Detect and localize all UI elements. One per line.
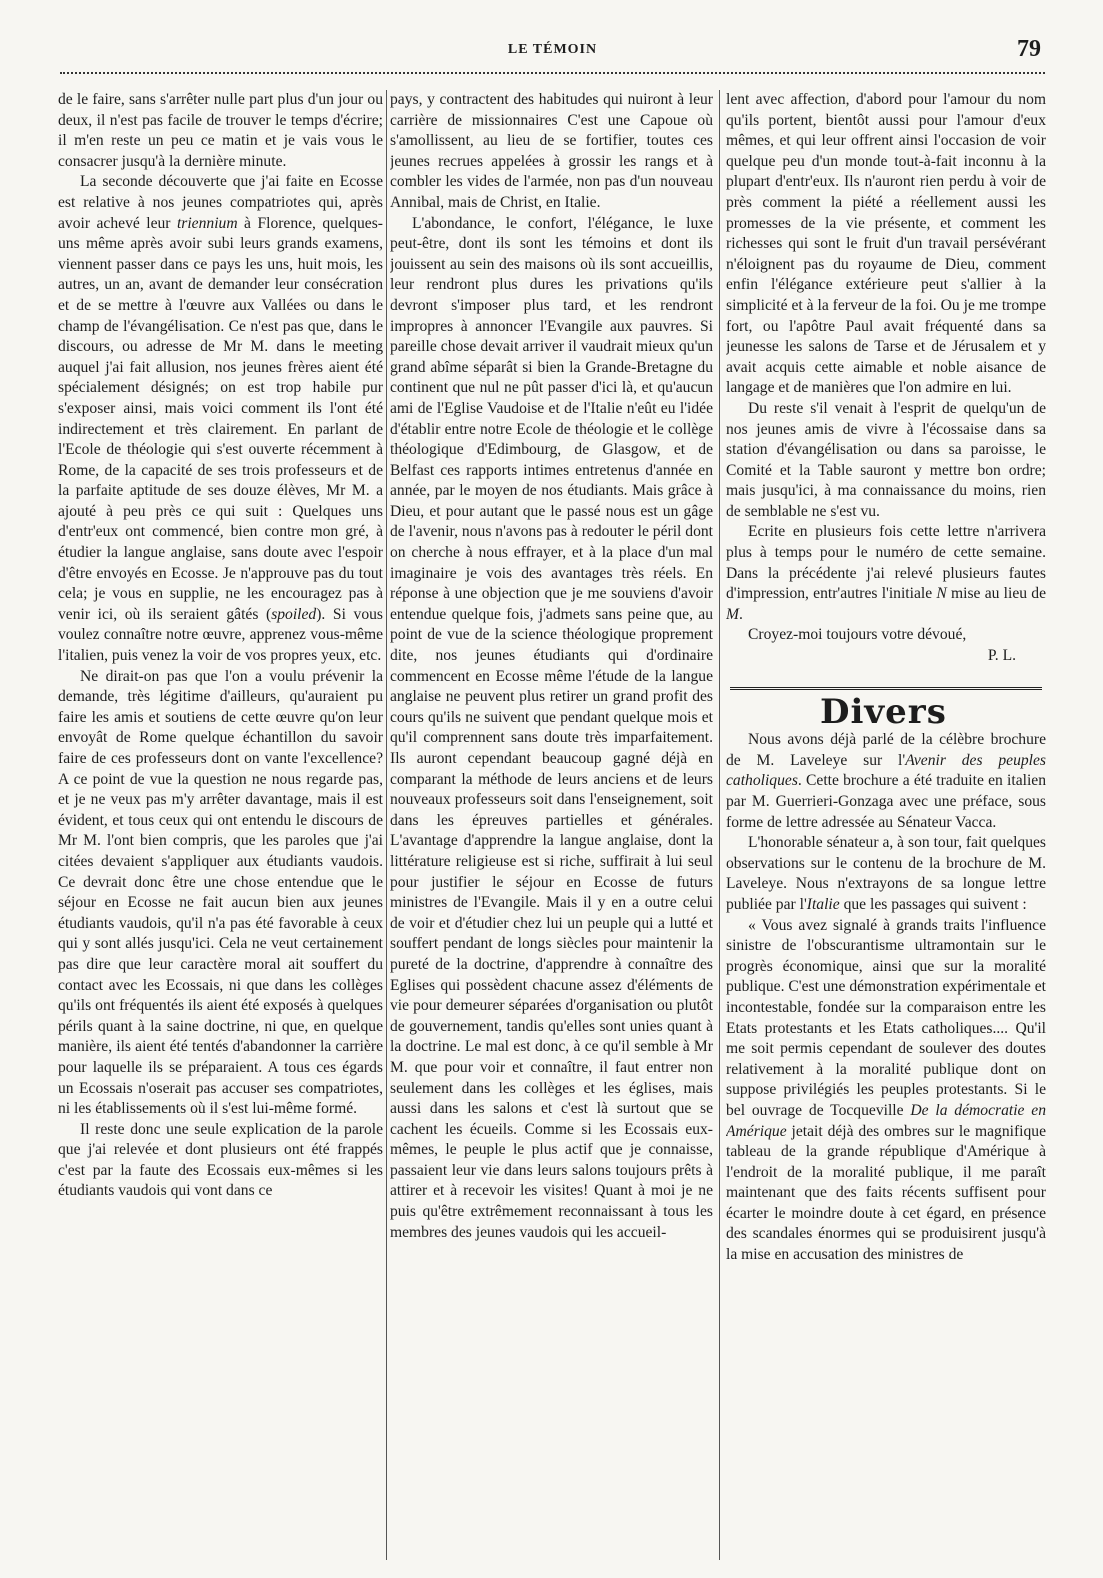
text-run: mise au lieu de: [946, 585, 1046, 603]
page-header: [60, 36, 1045, 66]
paragraph: pays, y contractent des habitudes qui nuiront à leur carrière de missionnaires C'est une Capoue où s'amollissent, au lieu de se fortifier, toutes ces jeunes recrues appelées à grossir les rangs et à combler les vides de l'armée, non pas d'un nouveau Annibal, mais de Christ, en Italie.: [390, 91, 713, 211]
paragraph: Il reste donc une seule explication de la parole que j'ai relevée et dont plusieurs ont été frappés c'est par la faute des Ecossais eux-mêmes si les étudiants vaudois qui vont dans ce: [58, 1120, 383, 1200]
text-run: que les passages qui suivent :: [839, 895, 1027, 913]
section-title: Divers: [820, 691, 947, 732]
paragraph: L'abondance, le confort, l'élégance, le luxe peut-être, dont ils sont les témoins et dont ils jouissent au sein des maisons où ils sont accueillis, leur rendront plus dures les privations qu'ils devront s'imposer plus tard, et les rendront impropres à annoncer l'Evangile aux pauvres. Si pareille chose devait arriver il vaudrait mieux qu'un grand abîme séparât si bien la Grande-Bretagne du continent que nul ne pût passer d'ici là, et qu'aucun ami de l'Eglise Vaudoise et de l'Italie n'eût eu l'idée d'établir entre notre Ecole de théologie et le collège théologique d'Edimbourg, de Glasgow, et de Belfast ces rapports intimes entretenus d'année en année, par le moyen de nos étudiants. Mais grâce à Dieu, et pour autant que le passé nous est un gâge de l'avenir, nous n'avons pas à redouter le péril dont on cherche à nous effrayer, et à la place d'un mal imaginaire je vois des avantages très réels. En réponse à une objection que je me souviens d'avoir entendue quelque fois, j'admets sans peine que, au point de vue de la science théologique proprement dite, nos jeunes étudiants qui d'ordinaire commencent en Ecosse même l'étude de la langue anglaise ne peuvent plus retirer un grand profit des cours qu'ils ne suivent que pendant quelque mois et qu'il comprennent sans doute très imparfaitement. Ils auront cependant beaucoup gagné déjà en comparant la méthode de leurs anciens et de leurs nouveaux professeurs soit dans l'enseignement, soit dans les épreuves partielles et générales. L'avantage d'apprendre la langue anglaise, dont la littérature religieuse est si riche, suffirait à lui seul pour justifier le séjour en Ecosse de futurs ministres de l'Evangile. Mais il y en a outre celui de voir et d'étudier chez lui un peuple qui a lutté et souffert pendant de longs siècles pour maintenir la pureté de la doctrine, d'apprendre à connaître des Eglises qui possèdent chacune assez d'éléments de vie pour demeurer séparées d'organisation ou plutôt de gouvernement, tandis qu'elles sont unies quant à la doctrine. Le mal est donc, à ce qu'il semble à Mr M. que pour voir et connaître, il faut entrer non seulement dans les collèges et les églises, mais aussi dans les salons et c'est là surtout que se cachent les écueils. Comme si les Ecossais eux-mêmes, le peuple le plus actif que je connaisse, passaient leur vie dans leurs salons toujours prêts à attirer et à recevoir les visites! Quant à moi je ne puis qu'être extrêmement reconnaissant à tous les membres des jeunes vaudois qui les accueil-: [390, 214, 713, 1241]
italic-text: N: [936, 585, 947, 603]
signature: P. L.: [987, 647, 1016, 665]
column-divider: [719, 90, 720, 1560]
text-run: « Vous avez signalé à grands traits l'influence sinistre de l'obscurantisme ultramontain sur le progrès économique, ainsi que sur la moralité publique. C'est une démonstration expérimentale et incontestable, fondée sur la comparaison entre les Etats protestants et les Etats catholiques.... Qu'il me soit permis cependant de soulever des doutes relativement à la moralité publique dont on suppose privilégiés les peuples protestants. Si le bel ouvrage de Tocqueville: [726, 916, 1046, 1119]
section-divider: [730, 687, 1042, 690]
paragraph: Ne dirait-on pas que l'on a voulu prévenir la demande, très légitime d'ailleurs, qu'auraient pu faire les amis et soutiens de cette œuvre qu'on leur envoyât de Rome quelque échantillon du savoir faire de ces professeurs dont on vante l'excellence? A ce point de vue la question ne nous regarde pas, et je ne veux pas m'y arrêter davantage, mais il est évident, et tous ceux qui ont entendu le discours de Mr M. l'ont bien compris, que les paroles que j'ai citées devaient s'appliquer aux étudiants vaudois. Ce devrait donc être une chose entendue que le séjour en Ecosse ne fait aucun bien aux jeunes étudiants vaudois, qu'il n'a pas été favorable à ceux qui y sont allés jusqu'ici. Cela ne veut certainement pas dire que leur caractère moral ait souffert du contact avec les Ecossais, ni que dans les collèges qu'ils ont fréquentés ils aient été exposés à quelques périls quant à la saine doctrine, ni que, en quelque manière, ils aient été tentés d'abandonner la carrière pour laquelle ils se préparaient. A tous ces égards un Ecossais n'oserait pas accuser ses compatriotes, ni les établissements où il s'est lui-même formé.: [58, 667, 383, 1118]
paragraph: lent avec affection, d'abord pour l'amour du nom qu'ils portent, bientôt aussi pour l'amour d'eux mêmes, et qui leur offrent ainsi l'occasion de voir quelque peu d'un monde tout-à-fait inconnu à la plupart d'entr'eux. Ils n'auront rien perdu à voir de près comment la piété a réellement aussi les promesses de la vie présente, et comment les richesses qui sont le fruit d'un travail persévérant n'éloignent pas du royaume de Dieu, comment enfin l'élégance extérieure peut s'allier à la simplicité et à la ferveur de la foi. Ou je me trompe fort, ou l'apôtre Paul avait fréquenté dans sa jeunesse les salons de Tarse et de Jérusalem et y avait acquis cette aimable et noble aisance de langage et de manières que l'on admire en lui.: [726, 91, 1046, 397]
paragraph: [726, 916, 1046, 1266]
column-1: [58, 90, 383, 1560]
italic-text: Italie: [806, 895, 840, 913]
italic-text: Avenir des peuples catholiques: [726, 751, 1046, 790]
column-3: [726, 90, 1046, 1560]
italic-text: triennium: [176, 214, 238, 232]
text-run: L'honorable sénateur a, à son tour, fait quelques observations sur le contenu de la brochure de M. Laveleye. Nous n'extrayons de sa longue lettre publiée par l': [726, 834, 1046, 913]
text-run: Nous avons déjà parlé de la célèbre brochure de M. Laveleye sur l': [726, 731, 1046, 769]
paragraph: de le faire, sans s'arrêter nulle part plus d'un jour ou deux, il n'est pas facile de trouver le temps d'écrire; il m'en reste un peu ce matin et je vais vous le consacrer jusqu'à la dernière minute.: [58, 91, 383, 170]
text-run: La seconde découverte que j'ai faite en Ecosse est relative à nos jeunes compatriotes qui, après avoir achevé leur: [58, 173, 383, 232]
paragraph: [726, 730, 1046, 833]
paragraph: [58, 172, 383, 666]
italic-text: spoiled: [271, 605, 317, 623]
paragraph: Du reste s'il venait à l'esprit de quelqu'un de nos jeunes amis de vivre à l'écossaise dans sa station d'évangélisation ou dans sa paroisse, le Comité et la Table sauront y mettre bon ordre; mais jusqu'ici, à ma connaissance du moins, rien de semblable ne s'est vu.: [726, 399, 1046, 520]
column-2: [390, 90, 713, 1560]
text-run: Ecrite en plusieurs fois cette lettre n'arrivera plus à temps pour le numéro de cette semaine. Dans la précédente j'ai relevé plusieurs fautes d'impression, entr'autres l'initiale: [726, 523, 1046, 603]
closing-line: Croyez-moi toujours votre dévoué,: [748, 626, 967, 644]
page-number: 79: [1017, 36, 1041, 62]
text-run: jetait déjà des ombres sur le magnifique tableau de la grande république d'Amérique à l'endroit de la moralité publique, il me paraît maintenant que des faits récents suffisent pour écarter le moindre doute à cet égard, en présence des scandales énormes qui se produisirent jusqu'à la mise en accusation des ministres de: [726, 1122, 1046, 1264]
italic-text: De la démocratie en Amérique: [726, 1101, 1046, 1140]
text-run: .: [739, 605, 743, 623]
text-run: . Cette brochure a été traduite en italien par M. Guerrieri-Gonzaga avec une préface, sous forme de lettre adressée au Sénateur Vacca.: [726, 772, 1046, 831]
text-run: ). Si vous voulez connaître notre œuvre, apprenez vous-même l'italien, puis venez la voir de vos propres yeux, etc.: [58, 605, 383, 665]
paragraph: [726, 522, 1046, 625]
running-title: LE TÉMOIN: [507, 42, 598, 57]
italic-text: M: [726, 605, 739, 623]
text-run: à Florence, quelques-uns même après avoir subi leurs grands examens, viennent passer dans ce pays les uns, huit mois, les autres, un an, avant de demander leur consécration et de se mettre à l'œuvre aux Vallées ou dans le champ de l'évangélisation. Ce n'est pas que, dans le discours, ou adresse de Mr M. dans le meeting auquel j'ai fait allusion, nos jeunes frères aient été spécialement désignés; on est trop habile pur s'exposer ainsi, mais voici comment ils l'ont été indirectement et très clairement. En parlant de l'Ecole de théologie qui s'est ouverte récemment à Rome, de la capacité de ses trois professeurs et de la parfaite aptitude de ses douze élèves, Mr M. a ajouté à peu près ce qui suit : Quelques uns d'entr'eux ont commencé, bien contre mon gré, à étudier la langue anglaise, sans doute avec l'espoir d'être envoyés en Ecosse. Je n'approuve pas du tout cela; je vous en supplie, ne les encouragez pas à venir ici, où ils seraient gâtés (: [58, 214, 383, 623]
paragraph: [726, 833, 1046, 915]
header-rule: [60, 72, 1045, 74]
column-divider: [386, 90, 387, 1560]
